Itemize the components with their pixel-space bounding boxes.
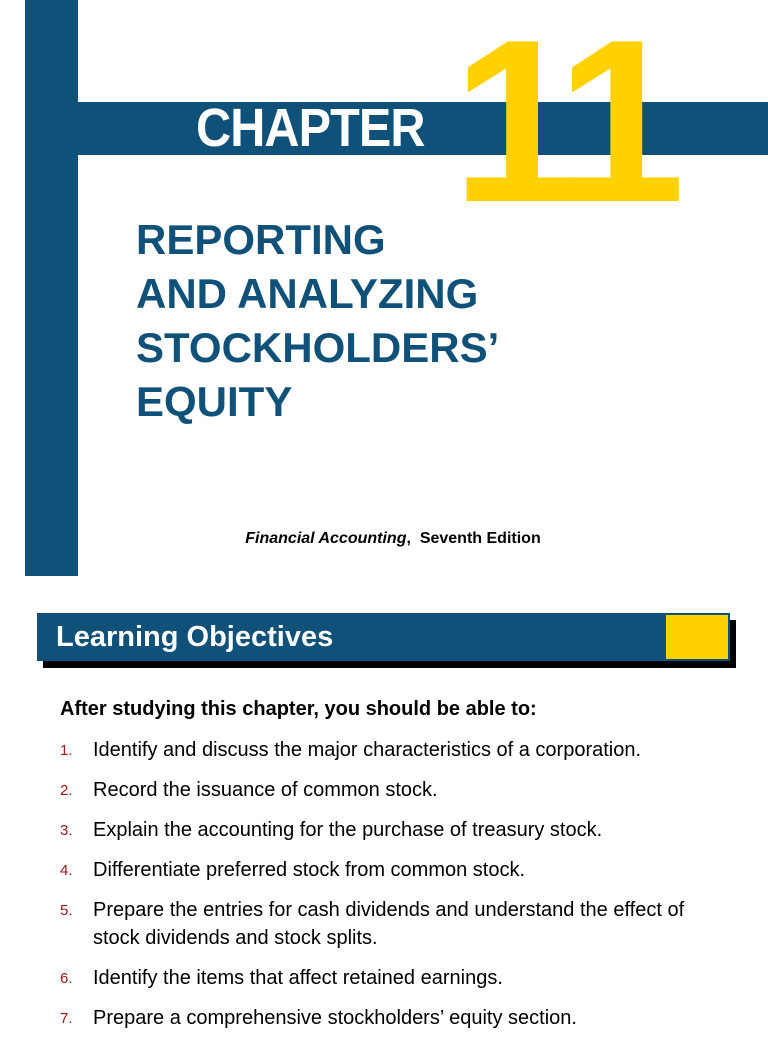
objective-item bbox=[0, 736, 768, 764]
objective-item bbox=[0, 816, 768, 844]
objective-item bbox=[0, 856, 768, 884]
chapter-title-line: EQUITY bbox=[136, 378, 293, 425]
objective-text: Identify the items that affect retained earnings. bbox=[93, 967, 503, 989]
objective-number: 2. bbox=[60, 782, 73, 799]
objectives-banner-accent bbox=[666, 615, 728, 659]
objectives-heading: Learning Objectives bbox=[56, 621, 334, 653]
objective-number: 3. bbox=[60, 822, 73, 839]
objective-text: Explain the accounting for the purchase of treasury stock. bbox=[93, 819, 603, 841]
chapter-vertical-bar bbox=[25, 0, 78, 576]
objective-number: 1. bbox=[60, 742, 73, 759]
objective-text: Differentiate preferred stock from common stock. bbox=[93, 859, 526, 881]
objectives-list bbox=[0, 736, 768, 1044]
objective-item bbox=[0, 1004, 768, 1032]
objective-text: Record the issuance of common stock. bbox=[93, 779, 438, 801]
chapter-title-line: REPORTING bbox=[136, 216, 386, 263]
chapter-number: 11 bbox=[452, 0, 674, 251]
objective-item bbox=[0, 776, 768, 804]
book-edition: Financial Accounting, Seventh Edition bbox=[245, 530, 541, 547]
objective-number: 7. bbox=[60, 1010, 73, 1027]
objective-item bbox=[0, 896, 768, 952]
chapter-label: CHAPTER bbox=[196, 98, 425, 158]
objective-item bbox=[0, 964, 768, 992]
objective-text: Identify and discuss the major characteristics of a corporation. bbox=[93, 739, 642, 761]
edition-label: Seventh Edition bbox=[419, 530, 541, 547]
objective-text: Prepare a comprehensive stockholders’ equity section. bbox=[93, 1007, 577, 1029]
chapter-title bbox=[136, 213, 499, 429]
objective-text: Prepare the entries for cash dividends and understand the effect of stock dividends and stock splits. bbox=[93, 899, 685, 949]
chapter-title-line: STOCKHOLDERS’ bbox=[136, 324, 500, 371]
objective-number: 5. bbox=[60, 902, 73, 919]
objectives-intro: After studying this chapter, you should be able to: bbox=[60, 698, 537, 720]
book-title: Financial Accounting bbox=[245, 530, 407, 547]
chapter-title-line: AND ANALYZING bbox=[136, 270, 479, 317]
objective-number: 6. bbox=[60, 970, 73, 987]
objective-number: 4. bbox=[60, 862, 73, 879]
